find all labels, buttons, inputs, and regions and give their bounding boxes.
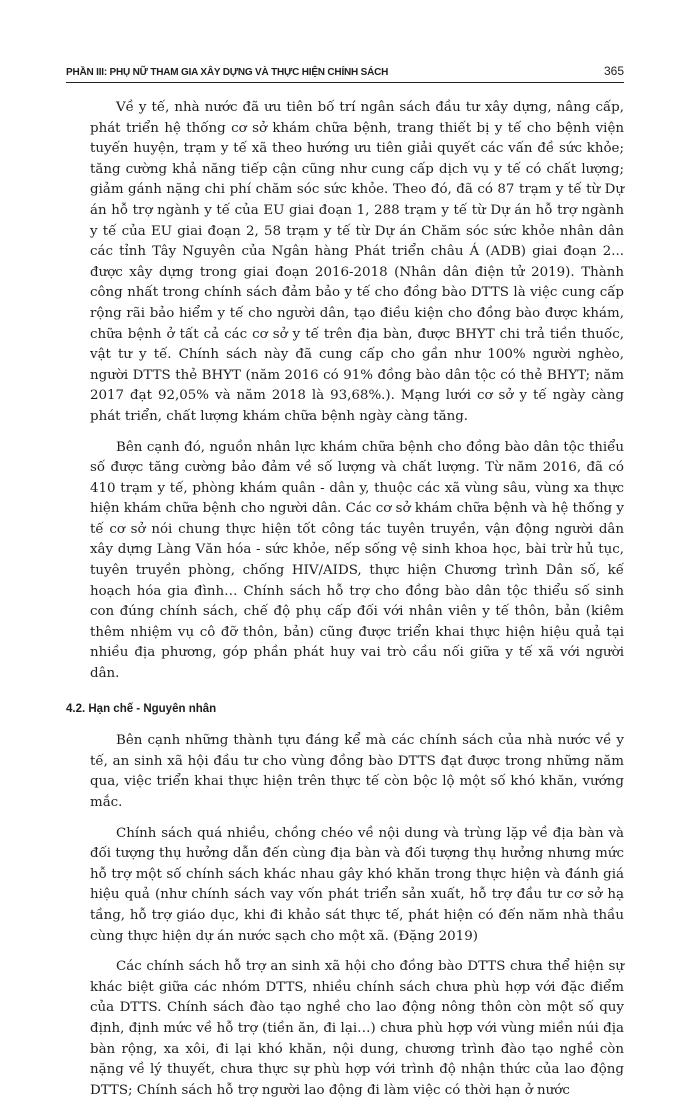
page-number: 365 (603, 64, 624, 78)
running-head: PHẦN III: PHỤ NỮ THAM GIA XÂY DỰNG VÀ THỰC HIỆN CHÍNH SÁCH (66, 67, 389, 78)
paragraph: Về y tế, nhà nước đã ưu tiên bố trí ngân sách đầu tư xây dựng, nâng cấp, phát triển hệ thống cơ sở khám chữa bệnh, trang thiết bị y tế cho bệnh viện tuyến huyện, trạm y tế xã theo hướng ưu tiên giải quyết các vấn đề sức khỏe; tăng cường khả năng tiếp cận cũng như cung cấp dịch vụ y tế có chất lượng; giảm gánh nặng chi phí chăm sóc sức khỏe. Theo đó, đã có 87 trạm y tế từ Dự án hỗ trợ ngành y tế của EU giai đoạn 1, 288 trạm y tế từ Dự án hỗ trợ ngành y tế của EU giai đoạn 2, 58 trạm y tế từ Dự án Chăm sóc sức khỏe nhân dân các tỉnh Tây Nguyên của Ngân hàng Phát triển châu Á (ADB) giai đoạn 2... được xây dựng trong giai đoạn 2016-2018 (Nhân dân điện tử 2019). Thành công nhất trong chính sách đảm bảo y tế cho đồng bào DTTS là việc cung cấp rộng rãi bảo hiểm y tế cho người dân, tạo điều kiện cho đồng bào được khám, chữa bệnh ở tất cả các cơ sở y tế trên địa bàn, được BHYT chi trả tiền thuốc, vật tư y tế. Chính sách này đã cung cấp cho gần như 100% người nghèo, người DTTS thẻ BHYT (năm 2016 có 91% đồng bào dân tộc có thẻ BHYT; năm 2017 đạt 92,05% và năm 2018 là 93,68%.). Mạng lưới cơ sở y tế ngày càng phát triển, chất lượng khám chữa bệnh ngày càng tăng. (90, 100, 624, 424)
paragraph: Bên cạnh những thành tựu đáng kể mà các chính sách của nhà nước về y tế, an sinh xã hội đầu tư cho vùng đồng bào DTTS đạt được trong những năm qua, việc triển khai thực hiện trên thực tế còn bộc lộ một số khó khăn, vướng mắc. (90, 733, 624, 810)
section-heading: 4.2. Hạn chế - Nguyên nhân (66, 702, 217, 715)
paragraph: Các chính sách hỗ trợ an sinh xã hội cho đồng bào DTTS chưa thể hiện sự khác biệt giữa các nhóm DTTS, nhiều chính sách chưa phù hợp với đặc điểm của DTTS. Chính sách đào tạo nghề cho lao động nông thôn còn một số quy định, định mức về hỗ trợ (tiền ăn, đi lại…) chưa phù hợp với vùng miền núi địa bàn rộng, xa xôi, đi lại khó khăn, nội dung, chương trình đào tạo nghề còn nặng về lý thuyết, chưa thực sự phù hợp với trình độ nhận thức của lao động DTTS; Chính sách hỗ trợ người lao động đi làm việc có thời hạn ở nước (90, 959, 624, 1098)
body-text (66, 98, 624, 1111)
page-header (66, 60, 624, 83)
paragraph: Bên cạnh đó, nguồn nhân lực khám chữa bệnh cho đồng bào dân tộc thiểu số được tăng cường bảo đảm về số lượng và chất lượng. Từ năm 2016, đã có 410 trạm y tế, phòng khám quân - dân y, thuộc các xã vùng sâu, vùng xa thực hiện khám chữa bệnh cho người dân. Các cơ sở khám chữa bệnh và hệ thống y tế cơ sở nói chung thực hiện tốt công tác tuyên truyền, vận động người dân xây dựng Làng Văn hóa - sức khỏe, nếp sống vệ sinh khoa học, bài trừ hủ tục, tuyên truyền phòng, chống HIV/AIDS, thực hiện Chương trình Dân số, kế hoạch hóa gia đình… Chính sách hỗ trợ cho đồng bào dân tộc thiểu số sinh con đúng chính sách, chế độ phụ cấp đối với nhân viên y tế thôn, bản (kiêm thêm nhiệm vụ cô đỡ thôn, bản) cũng được triển khai thực hiện hiệu quả tại nhiều địa phương, góp phần phát huy vai trò cầu nối giữa y tế xã với người dân. (90, 439, 624, 682)
paragraph: Chính sách quá nhiều, chồng chéo về nội dung và trùng lặp về địa bàn và đối tượng thụ hưởng dẫn đến cùng địa bàn và đối tượng thụ hưởng nhưng mức hỗ trợ một số chính sách khác nhau gây khó khăn trong thực hiện và đánh giá hiệu quả (như chính sách vay vốn phát triển sản xuất, hỗ trợ đầu tư cơ sở hạ tầng, hỗ trợ giáo dục, khi đi khảo sát thực tế, phát hiện có đến năm nhà thầu cùng thực hiện dự án nước sạch cho một xã. (Đặng 2019) (90, 825, 624, 944)
